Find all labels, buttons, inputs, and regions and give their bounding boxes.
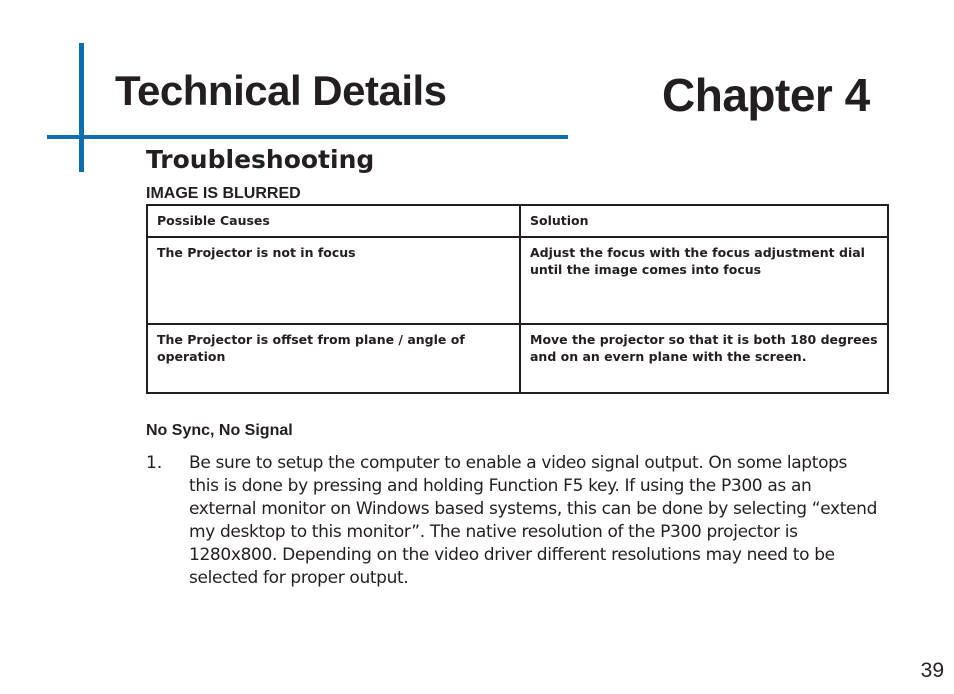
image-blurred-caption: IMAGE IS BLURRED — [146, 185, 301, 202]
section-title: Technical Details — [115, 67, 447, 114]
cause-cell: The Projector is not in focus — [147, 237, 520, 324]
accent-vertical-rule — [79, 43, 84, 172]
list-item — [146, 452, 881, 590]
column-header-solution: Solution — [520, 205, 888, 237]
accent-horizontal-rule — [47, 135, 568, 139]
table-row — [147, 324, 888, 393]
table-row — [147, 237, 888, 324]
column-header-causes: Possible Causes — [147, 205, 520, 237]
no-sync-steps-list — [146, 452, 881, 590]
page-number: 39 — [920, 659, 944, 682]
cause-cell: The Projector is offset from plane / angle of operation — [147, 324, 520, 393]
troubleshooting-heading: Troubleshooting — [146, 145, 375, 174]
troubleshooting-table — [146, 204, 889, 394]
table-header-row — [147, 205, 888, 237]
step-number: 1. — [146, 453, 163, 473]
step-text: Be sure to setup the computer to enable a video signal output. On some laptops this is done by pressing and holding Function F5 key. If using the P300 as an external monitor on Windows based systems, this can be done by selecting “extend my desktop to this monitor”. The native resolution of the P300 projector is 1280x800. Depending on the video driver different resolutions may need to be selected for proper output. — [189, 453, 878, 588]
solution-cell: Move the projector so that it is both 180 degrees and on an evern plane with the screen. — [520, 324, 888, 393]
solution-cell: Adjust the focus with the focus adjustment dial until the image comes into focus — [520, 237, 888, 324]
chapter-title: Chapter 4 — [662, 69, 870, 121]
no-sync-caption: No Sync, No Signal — [146, 422, 293, 439]
